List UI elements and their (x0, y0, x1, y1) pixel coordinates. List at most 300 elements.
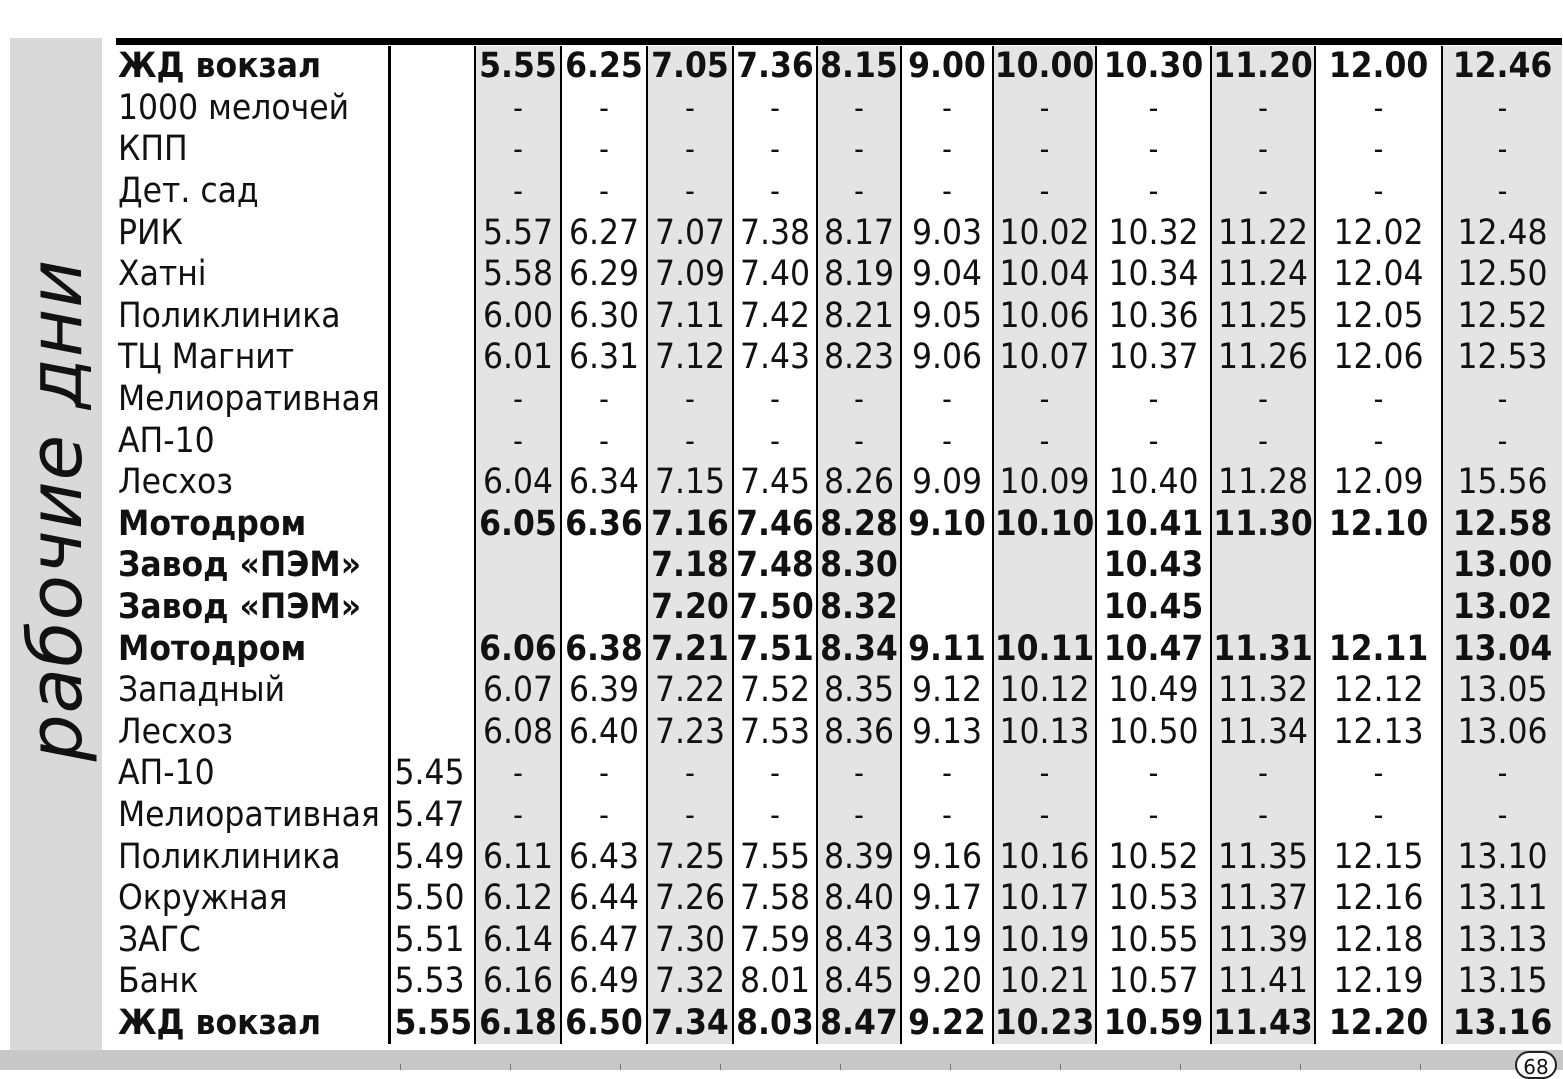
departure-time: 12.18 (1315, 919, 1442, 961)
departure-time: - (647, 88, 733, 130)
departure-time: 11.26 (1211, 337, 1315, 379)
departure-time: 12.13 (1315, 712, 1442, 754)
departure-time: 11.28 (1211, 462, 1315, 504)
departure-time: 6.36 (561, 504, 647, 546)
table-row (116, 504, 1562, 546)
departure-time: 10.45 (1096, 587, 1211, 629)
strip-tick (1060, 1064, 1061, 1070)
departure-time: 6.27 (561, 212, 647, 254)
table-row (116, 296, 1562, 338)
departure-time: - (1442, 379, 1562, 421)
table-row (116, 1003, 1562, 1045)
departure-time: 9.22 (901, 1003, 993, 1045)
departure-time: - (1315, 171, 1442, 213)
departure-time: 9.05 (901, 296, 993, 338)
departure-time: 15.56 (1442, 462, 1562, 504)
departure-time: 8.21 (817, 296, 901, 338)
departure-time: 7.30 (647, 919, 733, 961)
departure-time: 6.43 (561, 836, 647, 878)
departure-time: 7.20 (647, 587, 733, 629)
strip-tick (1420, 1064, 1421, 1070)
departure-time: 10.37 (1096, 337, 1211, 379)
departure-time: 7.16 (647, 504, 733, 546)
departure-time: 7.34 (647, 1003, 733, 1045)
departure-time (389, 504, 475, 546)
stop-name: Мелиоративная (118, 794, 380, 835)
departure-time: 10.11 (994, 628, 1095, 669)
departure-time: 10.10 (994, 503, 1095, 544)
departure-time: 6.05 (475, 504, 561, 546)
departure-time: - (1096, 420, 1211, 462)
table-row (116, 46, 1562, 88)
departure-time: - (901, 795, 993, 837)
departure-time: - (475, 129, 561, 171)
departure-time: 9.00 (901, 46, 993, 88)
departure-time: 11.24 (1211, 254, 1315, 296)
timetable-body (116, 46, 1562, 1044)
departure-time: - (817, 88, 901, 130)
departure-time: - (993, 88, 1096, 130)
departure-time: 12.16 (1315, 878, 1442, 920)
departure-time: - (1096, 379, 1211, 421)
departure-time: - (1442, 795, 1562, 837)
departure-time (475, 545, 561, 587)
departure-time: 12.20 (1315, 1003, 1442, 1045)
departure-time: - (1096, 129, 1211, 171)
departure-time: 5.49 (389, 836, 475, 878)
table-row (116, 587, 1562, 629)
departure-time (389, 420, 475, 462)
departure-time: - (1211, 420, 1315, 462)
departure-time: 9.13 (901, 712, 993, 754)
departure-time: 12.00 (1315, 46, 1442, 88)
stop-name: Лесхоз (118, 711, 234, 752)
departure-time: 11.35 (1211, 836, 1315, 878)
departure-time (389, 628, 475, 670)
departure-time: 5.47 (389, 795, 475, 837)
departure-time: 8.26 (817, 462, 901, 504)
table-row (116, 878, 1562, 920)
departure-time: 7.50 (733, 587, 817, 629)
departure-time: - (993, 420, 1096, 462)
departure-time: 7.11 (647, 296, 733, 338)
departure-time (993, 545, 1096, 587)
departure-time: 12.52 (1442, 296, 1562, 338)
departure-time: - (561, 129, 647, 171)
departure-time: 7.26 (647, 878, 733, 920)
departure-time: - (993, 171, 1096, 213)
table-row (116, 420, 1562, 462)
table-row (116, 171, 1562, 213)
departure-time: 9.17 (901, 878, 993, 920)
departure-time: - (1211, 171, 1315, 213)
departure-time: 11.30 (1211, 504, 1315, 546)
departure-time: - (993, 795, 1096, 837)
departure-time: - (647, 379, 733, 421)
departure-time: - (475, 420, 561, 462)
departure-time: 8.35 (817, 670, 901, 712)
departure-time: - (475, 88, 561, 130)
departure-time: 10.41 (1096, 504, 1211, 546)
departure-time: 13.06 (1442, 712, 1562, 754)
stop-name: Банк (118, 961, 199, 1002)
departure-time: 8.30 (817, 545, 901, 587)
departure-time: 8.39 (817, 836, 901, 878)
stop-name: ЖД вокзал (118, 46, 322, 87)
departure-time: - (817, 379, 901, 421)
departure-time: - (475, 171, 561, 213)
departure-time: 10.06 (993, 296, 1096, 338)
departure-time: 6.04 (475, 462, 561, 504)
departure-time: 6.29 (561, 254, 647, 296)
departure-time: - (647, 129, 733, 171)
departure-time (389, 129, 475, 171)
departure-time: - (647, 795, 733, 837)
departure-time: 7.09 (647, 254, 733, 296)
departure-time: 10.13 (993, 712, 1096, 754)
departure-time: 10.47 (1096, 628, 1211, 670)
table-row (116, 836, 1562, 878)
departure-time: 9.04 (901, 254, 993, 296)
departure-time: 10.17 (993, 878, 1096, 920)
departure-time: - (1442, 753, 1562, 795)
strip-tick (720, 1064, 721, 1070)
departure-time: 9.09 (901, 462, 993, 504)
departure-time: 6.25 (561, 46, 647, 88)
departure-time: - (1211, 379, 1315, 421)
departure-time: - (1442, 88, 1562, 130)
stop-name: Завод «ПЭМ» (118, 545, 362, 586)
departure-time (389, 587, 475, 629)
departure-time: - (475, 753, 561, 795)
departure-time: - (1315, 129, 1442, 171)
departure-time: 5.50 (389, 878, 475, 920)
departure-time: - (1211, 795, 1315, 837)
departure-time: - (647, 171, 733, 213)
departure-time (1315, 587, 1442, 629)
departure-time: - (733, 420, 817, 462)
departure-time: 12.04 (1315, 254, 1442, 296)
departure-time: 13.13 (1442, 919, 1562, 961)
departure-time: 12.06 (1315, 337, 1442, 379)
table-row (116, 670, 1562, 712)
stop-name: 1000 мелочей (118, 87, 350, 128)
departure-time (561, 545, 647, 587)
departure-time: 9.10 (901, 504, 993, 546)
departure-time: 6.34 (561, 462, 647, 504)
departure-time: - (733, 171, 817, 213)
departure-time: 11.25 (1211, 296, 1315, 338)
stop-name: ЖД вокзал (118, 1002, 322, 1043)
departure-time: 7.15 (647, 462, 733, 504)
strip-tick (620, 1064, 621, 1070)
departure-time: 6.47 (561, 919, 647, 961)
departure-time: 7.22 (647, 670, 733, 712)
departure-time (993, 587, 1096, 629)
departure-time: 9.19 (901, 919, 993, 961)
departure-time: 11.37 (1211, 878, 1315, 920)
departure-time: 7.55 (733, 836, 817, 878)
departure-time: - (817, 171, 901, 213)
departure-time: - (1211, 88, 1315, 130)
departure-time (389, 379, 475, 421)
departure-time (389, 462, 475, 504)
stop-name: ТЦ Магнит (118, 337, 295, 378)
departure-time: 7.46 (733, 504, 817, 546)
departure-time: 12.50 (1442, 254, 1562, 296)
departure-time: 5.55 (475, 46, 561, 88)
departure-time: 6.14 (475, 919, 561, 961)
departure-time: - (647, 420, 733, 462)
departure-time: - (901, 379, 993, 421)
departure-time (389, 212, 475, 254)
departure-time: - (1442, 171, 1562, 213)
departure-time: 7.25 (647, 836, 733, 878)
departure-time (389, 88, 475, 130)
stop-name: Мотодром (118, 503, 307, 544)
stop-name: Поликлиника (118, 295, 341, 336)
departure-time: 5.58 (475, 254, 561, 296)
stop-name: Поликлиника (118, 836, 341, 877)
departure-time: 10.43 (1096, 545, 1211, 587)
departure-time: - (561, 420, 647, 462)
departure-time: 7.48 (733, 545, 817, 587)
departure-time: 9.12 (901, 670, 993, 712)
stop-name: Хатні (118, 254, 207, 295)
departure-time: 6.07 (475, 670, 561, 712)
table-row (116, 88, 1562, 130)
departure-time: - (901, 88, 993, 130)
departure-time: - (901, 420, 993, 462)
departure-time: 8.45 (817, 961, 901, 1003)
departure-time: 10.30 (1096, 46, 1211, 88)
departure-time: 10.16 (993, 836, 1096, 878)
departure-time: 12.15 (1315, 836, 1442, 878)
departure-time: 7.05 (647, 46, 733, 88)
departure-time: 8.47 (817, 1003, 901, 1045)
departure-time: 8.15 (817, 46, 901, 88)
departure-time: 12.05 (1315, 296, 1442, 338)
departure-time: 11.22 (1211, 212, 1315, 254)
departure-time: 5.53 (389, 961, 475, 1003)
departure-time (389, 337, 475, 379)
strip-tick (400, 1064, 401, 1070)
departure-time: 7.43 (733, 337, 817, 379)
departure-time: 10.55 (1096, 919, 1211, 961)
departure-time: - (1315, 753, 1442, 795)
departure-time: 7.52 (733, 670, 817, 712)
top-rule (116, 38, 1562, 45)
departure-time: 12.48 (1442, 212, 1562, 254)
departure-time: - (1315, 88, 1442, 130)
departure-time: - (733, 795, 817, 837)
table-row (116, 545, 1562, 587)
departure-time: 6.50 (561, 1003, 647, 1045)
departure-time: 13.05 (1442, 670, 1562, 712)
table-row (116, 919, 1562, 961)
departure-time: 6.00 (475, 296, 561, 338)
departure-time: 6.38 (561, 628, 647, 670)
departure-time: 8.19 (817, 254, 901, 296)
departure-time: 6.08 (475, 712, 561, 754)
departure-time: 7.40 (733, 254, 817, 296)
departure-time: - (817, 753, 901, 795)
departure-time: 7.36 (733, 46, 817, 88)
stop-name: Дет. сад (118, 171, 259, 212)
page-number: 68 (1515, 1051, 1557, 1079)
departure-time: 7.38 (733, 212, 817, 254)
strip-tick (1300, 1064, 1301, 1070)
departure-time: 11.32 (1211, 670, 1315, 712)
table-row (116, 254, 1562, 296)
table-row (116, 628, 1562, 670)
departure-time: 10.40 (1096, 462, 1211, 504)
departure-time (1211, 587, 1315, 629)
departure-time: 7.42 (733, 296, 817, 338)
departure-time: 10.00 (994, 46, 1095, 87)
departure-time: 10.02 (993, 212, 1096, 254)
departure-time: 6.06 (475, 628, 561, 670)
table-row (116, 753, 1562, 795)
departure-time: 13.15 (1442, 961, 1562, 1003)
departure-time: 12.02 (1315, 212, 1442, 254)
departure-time: - (1315, 795, 1442, 837)
departure-time: 6.16 (475, 961, 561, 1003)
departure-time: - (647, 753, 733, 795)
departure-time: 6.39 (561, 670, 647, 712)
departure-time: 13.10 (1442, 836, 1562, 878)
departure-time: 8.17 (817, 212, 901, 254)
departure-time: - (1211, 129, 1315, 171)
departure-time: - (993, 379, 1096, 421)
departure-time: 5.45 (389, 753, 475, 795)
departure-time: - (817, 129, 901, 171)
departure-time: 5.55 (389, 1003, 475, 1045)
departure-time: 10.49 (1096, 670, 1211, 712)
departure-time: 10.59 (1096, 1003, 1211, 1045)
departure-time: 6.44 (561, 878, 647, 920)
departure-time: 7.45 (733, 462, 817, 504)
departure-time: 11.20 (1211, 46, 1315, 88)
stop-name: КПП (118, 129, 188, 170)
departure-time: 13.02 (1442, 587, 1562, 629)
departure-time: 10.19 (993, 919, 1096, 961)
table-row (116, 379, 1562, 421)
departure-time: 8.28 (817, 504, 901, 546)
departure-time: - (817, 420, 901, 462)
stop-name: Завод «ПЭМ» (118, 587, 362, 628)
table-row (116, 129, 1562, 171)
strip-tick (510, 1064, 511, 1070)
departure-time: 7.58 (733, 878, 817, 920)
departure-time: - (1211, 753, 1315, 795)
departure-time (389, 712, 475, 754)
departure-time: 12.58 (1442, 504, 1562, 546)
departure-time: 9.11 (901, 628, 993, 670)
departure-time (389, 46, 475, 88)
departure-time: 11.39 (1211, 919, 1315, 961)
departure-time: 7.59 (733, 919, 817, 961)
stop-name: Окружная (118, 878, 288, 919)
timetable (116, 46, 1562, 1044)
departure-time: - (1096, 88, 1211, 130)
table-row (116, 462, 1562, 504)
departure-time: 10.50 (1096, 712, 1211, 754)
table-row (116, 712, 1562, 754)
departure-time: 8.23 (817, 337, 901, 379)
stop-name: Мелиоративная (118, 379, 380, 420)
departure-time (561, 587, 647, 629)
departure-time: 12.46 (1442, 46, 1562, 88)
side-label-weekdays: рабочие дни (13, 258, 99, 762)
departure-time: - (561, 171, 647, 213)
departure-time: - (993, 753, 1096, 795)
departure-time: 8.34 (817, 628, 901, 670)
departure-time: 6.40 (561, 712, 647, 754)
departure-time: 12.09 (1315, 462, 1442, 504)
departure-time: - (561, 753, 647, 795)
departure-time: - (1096, 753, 1211, 795)
departure-time: 7.18 (647, 545, 733, 587)
departure-time: - (1096, 795, 1211, 837)
departure-time: 10.23 (994, 1002, 1095, 1043)
departure-time: 7.07 (647, 212, 733, 254)
departure-time: 12.10 (1315, 504, 1442, 546)
stop-name: АП-10 (118, 420, 215, 461)
departure-time: - (901, 753, 993, 795)
departure-time: 10.34 (1096, 254, 1211, 296)
departure-time: 10.09 (993, 462, 1096, 504)
departure-time: - (901, 171, 993, 213)
departure-time (389, 171, 475, 213)
departure-time: 11.43 (1211, 1003, 1315, 1045)
departure-time: 10.21 (993, 961, 1096, 1003)
departure-time: - (993, 129, 1096, 171)
stop-name: Мотодром (118, 628, 307, 669)
departure-time: - (1315, 379, 1442, 421)
table-row (116, 212, 1562, 254)
departure-time: 7.51 (733, 628, 817, 670)
departure-time: - (817, 795, 901, 837)
departure-time (901, 587, 993, 629)
table-row (116, 961, 1562, 1003)
departure-time: 6.11 (475, 836, 561, 878)
departure-time: 6.12 (475, 878, 561, 920)
departure-time (1315, 545, 1442, 587)
departure-time: 8.36 (817, 712, 901, 754)
stop-name: Западный (118, 670, 286, 711)
stop-name: ЗАГС (118, 919, 201, 960)
departure-time: - (733, 88, 817, 130)
departure-time (475, 587, 561, 629)
departure-time: - (561, 379, 647, 421)
departure-time: - (733, 129, 817, 171)
departure-time: 12.19 (1315, 961, 1442, 1003)
departure-time: - (733, 753, 817, 795)
departure-time: - (1442, 129, 1562, 171)
departure-time: 6.49 (561, 961, 647, 1003)
departure-time: 6.31 (561, 337, 647, 379)
departure-time: 13.11 (1442, 878, 1562, 920)
departure-time: 10.36 (1096, 296, 1211, 338)
departure-time: - (1096, 171, 1211, 213)
departure-time: 8.03 (733, 1003, 817, 1045)
departure-time: 13.00 (1442, 545, 1562, 587)
departure-time: - (901, 129, 993, 171)
stop-name: Лесхоз (118, 462, 234, 503)
departure-time (389, 545, 475, 587)
strip-tick (1180, 1064, 1181, 1070)
